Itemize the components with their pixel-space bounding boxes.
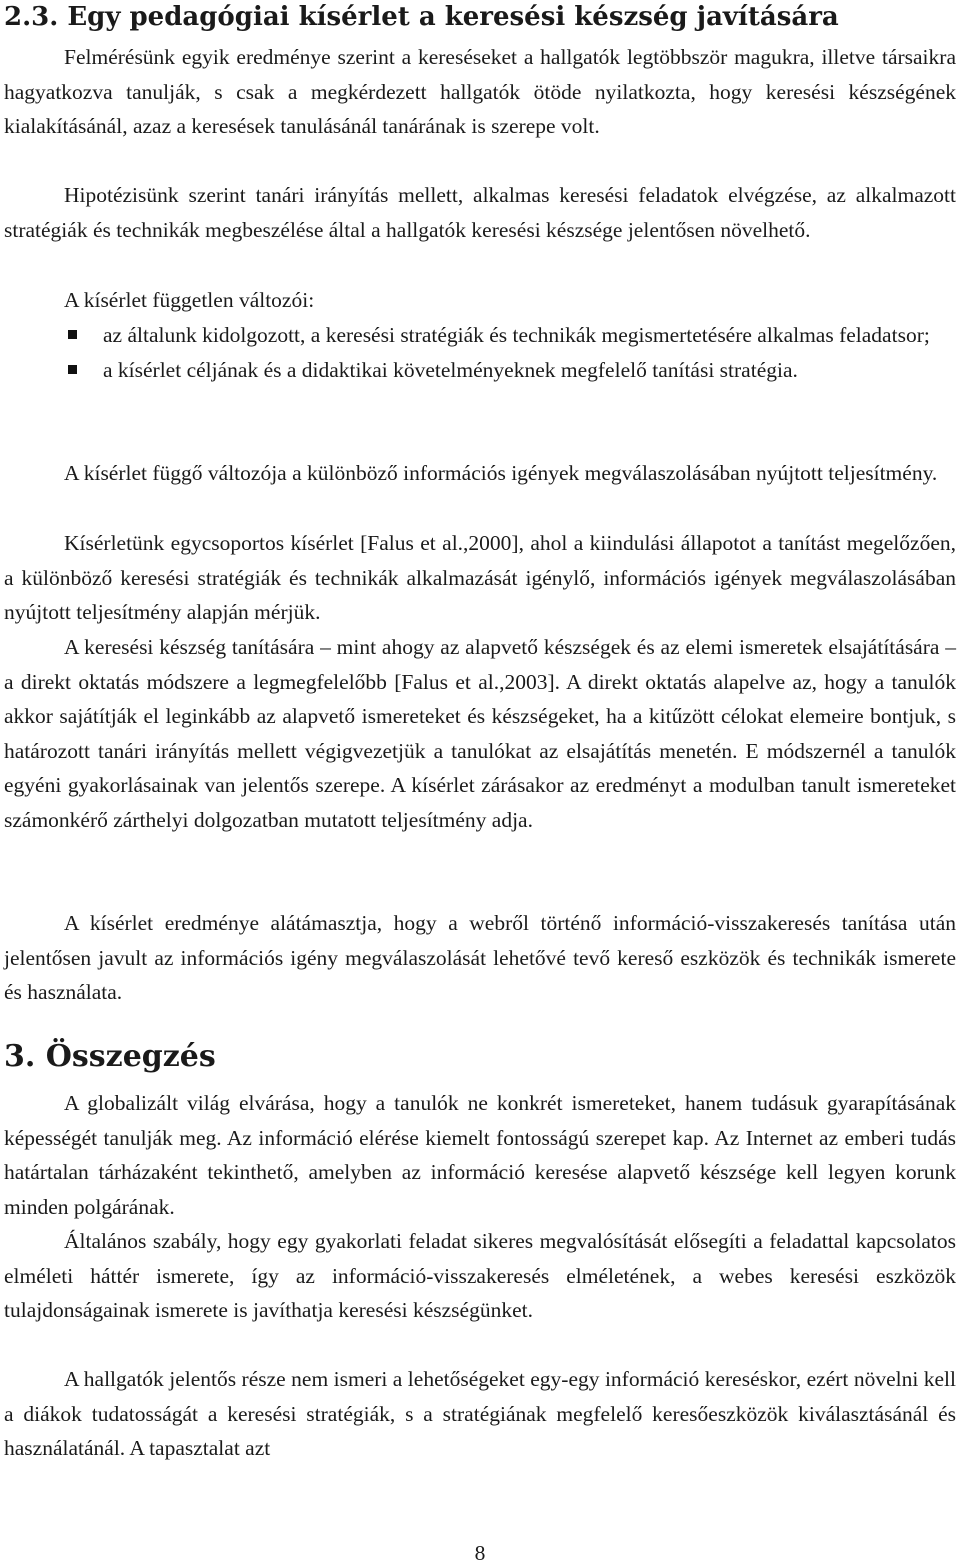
paragraph: A kísérlet függő változója a különböző információs igények megválaszolásában nyújtott teljesítmény. (64, 461, 938, 485)
paragraph: A kísérlet eredménye alátámasztja, hogy a webről történő információ-visszakeresés tanítása után jelentősen javult az információs igény megválaszolását lehetővé tevő kereső eszközök és technikák ismerete és használata. (4, 911, 956, 1005)
paragraph: Kísérletünk egycsoportos kísérlet [Falus et al.,2000], ahol a kiindulási állapotot a tanítást megelőzően, a különböző keresési stratégiák és technikák alkalmazását igénylő, információs igények megválaszolásában nyújtott teljesítmény alapján mérjük. (4, 531, 956, 625)
list-item-text: az általunk kidolgozott, a keresési stratégiák és technikák megismertetésére alkalmas feladatsor; (103, 323, 930, 347)
section-heading-3: 3. Összegzés (4, 1039, 216, 1074)
bullet-list (4, 318, 956, 387)
list-item (4, 318, 956, 353)
page-number: 8 (474, 1541, 486, 1565)
paragraph: A kísérlet független változói: (64, 288, 315, 312)
paragraph: A keresési készség tanítására – mint ahogy az alapvető készségek és az elemi ismeretek elsajátítására – a direkt oktatás módszere a legmegfelelőbb [Falus et al.,2003]. A direkt oktatás alapelve az, hogy a tanulók akkor sajátítják el leginkább az alapvető ismereteket és készségeket, ha a kitűzött célokat elemeire bontjuk, s határozott tanári irányítás mellett végigvezetjük a tanulókat az elsajátítás menetén. E módszernél a tanulók egyéni gyakorlásainak van jelentős szerepe. A kísérlet zárásakor az eredményt a modulban tanult ismereteket számonkérő zárthelyi dolgozatban mutatott teljesítmény adja. (4, 635, 956, 832)
square-bullet-icon (68, 330, 77, 339)
paragraph: Általános szabály, hogy egy gyakorlati feladat sikeres megvalósítását elősegíti a feladattal kapcsolatos elméleti háttér ismerete, így az információ-visszakeresés elméletének, a webes keresési eszközök tulajdonságainak ismerete is javíthatja keresési készségünket. (4, 1229, 956, 1323)
paragraph: A globalizált világ elvárása, hogy a tanulók ne konkrét ismereteket, hanem tudásuk gyarapításának képességét tanulják meg. Az információ elérése kiemelt fontosságú szerepet kap. Az Internet az emberi tudás határtalan tárházaként tekinthető, amelyben az információ keresése alapvető készsége kell legyen korunk minden polgárának. (4, 1091, 956, 1219)
paragraph: A hallgatók jelentős része nem ismeri a lehetőségeket egy-egy információ kereséskor, ezért növelni kell a diákok tudatosságát a keresési stratégiák, s a stratégiának megfelelő keresőeszközök kiválasztásánál és használatánál. A tapasztalat azt (4, 1367, 956, 1461)
square-bullet-icon (68, 365, 77, 374)
paragraph: Felmérésünk egyik eredménye szerint a kereséseket a hallgatók legtöbbször magukra, illetve társaikra hagyatkozva tanulják, s csak a megkérdezett hallgatók ötöde nyilatkozta, hogy keresési készségének kialakításánál, azaz a keresések tanulásánál tanárának is szerepe volt. (4, 45, 956, 139)
list-item-text: a kísérlet céljának és a didaktikai követelményeknek megfelelő tanítási stratégia. (103, 357, 798, 382)
section-heading-2-3: 2.3. Egy pedagógiai kísérlet a keresési készség javítására (4, 2, 839, 32)
list-item (4, 353, 956, 388)
paragraph: Hipotézisünk szerint tanári irányítás mellett, alkalmas keresési feladatok elvégzése, az alkalmazott stratégiák és technikák megbeszélése által a hallgatók keresési készsége jelentősen növelhető. (4, 183, 956, 242)
